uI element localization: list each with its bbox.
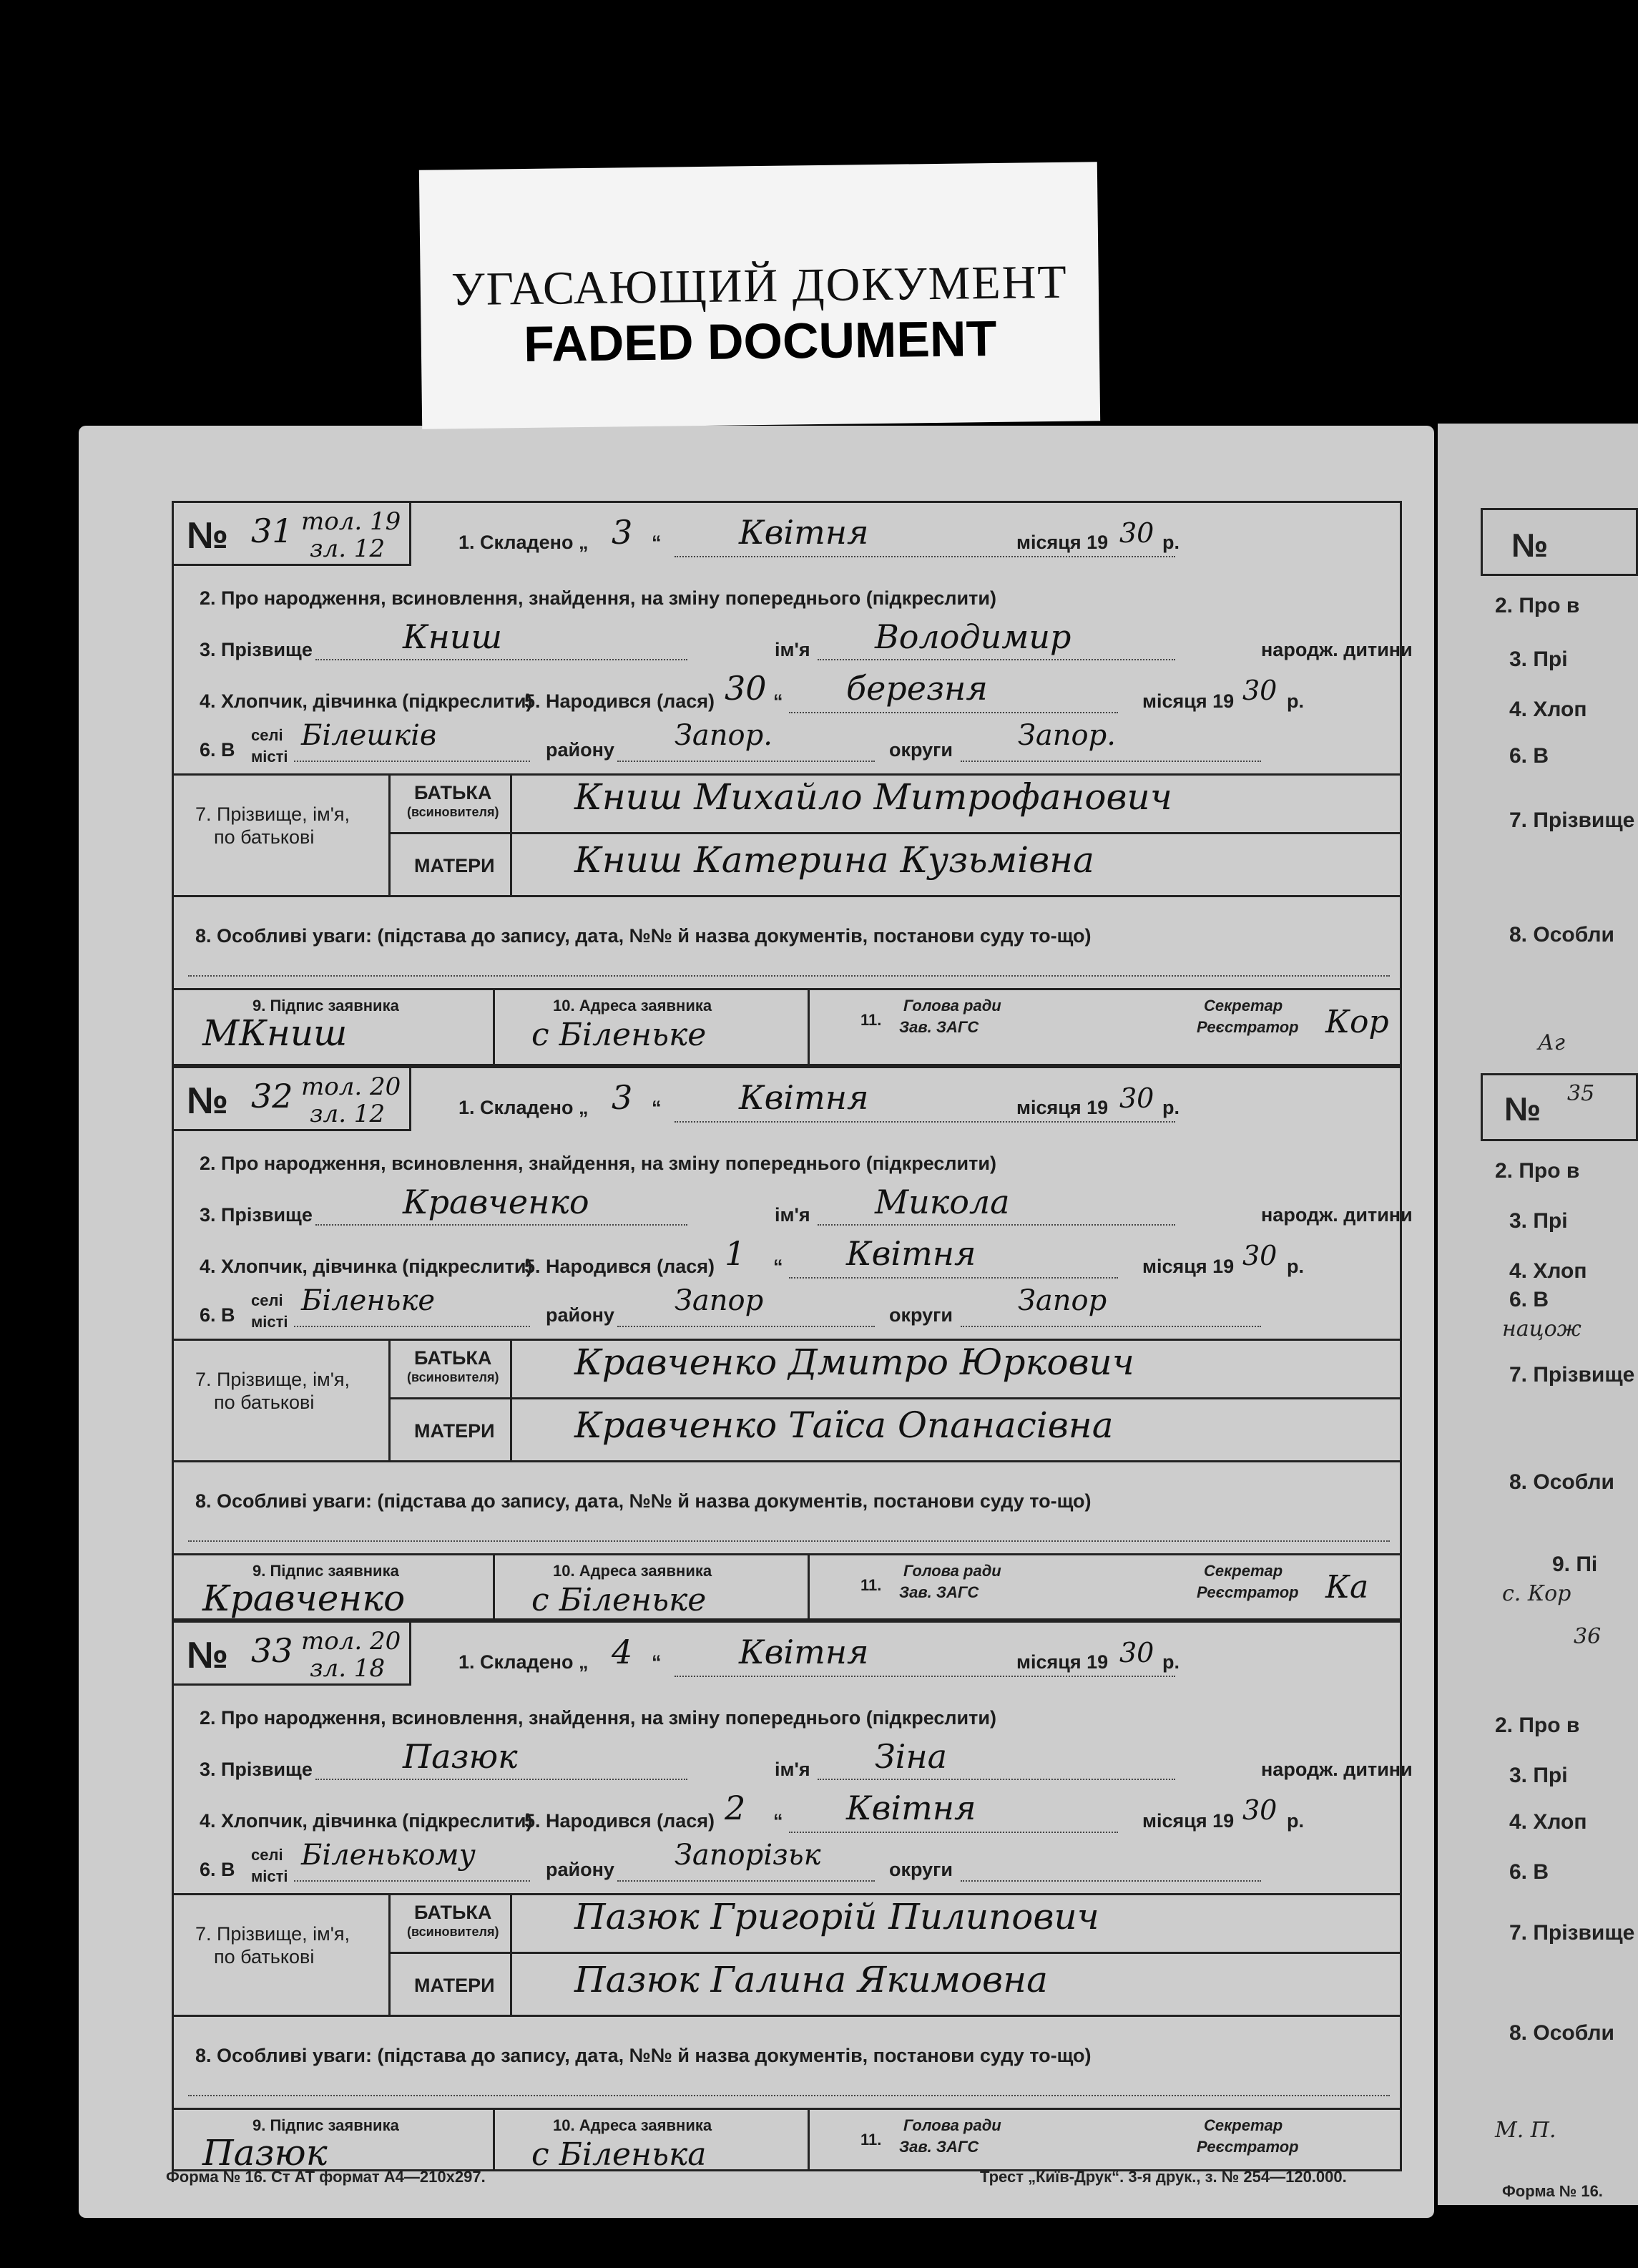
q1-month-label: місяця 19 xyxy=(1016,1651,1109,1673)
notes-line xyxy=(188,975,1390,977)
birth-month-line xyxy=(789,712,1118,713)
q3-end-label: народж. дитини xyxy=(1261,1204,1413,1226)
q1-quote: “ xyxy=(652,1651,662,1673)
mother-name: Книш Катерина Кузьмівна xyxy=(574,839,1094,881)
side-q7-c: 7. Прізвище xyxy=(1509,1921,1635,1945)
side-q3: 3. Прі xyxy=(1509,647,1568,671)
q6-village-label: селі xyxy=(251,726,283,744)
side-q9-b: 9. Пі xyxy=(1552,1553,1598,1576)
mother-label: МАТЕРИ xyxy=(414,855,495,876)
faded-label-en: FADED DOCUMENT xyxy=(523,310,997,373)
q5-end-label: р. xyxy=(1287,690,1304,712)
applicant-signature: МКниш xyxy=(202,1012,348,1054)
district-line xyxy=(617,1880,875,1882)
head-label: Голова ради xyxy=(903,997,1001,1015)
record-sheet: зл. 12 xyxy=(310,534,386,563)
q8-label: 8. Особливі уваги: (підстава до запису, дата, №№ й назва документів, постанови суду то-що) xyxy=(195,1490,1092,1512)
parents-divider-2 xyxy=(510,1339,512,1460)
q5-quote: “ xyxy=(773,690,783,712)
record-number-box xyxy=(174,1623,411,1686)
birth-record-1 xyxy=(172,501,1413,1066)
surname-line xyxy=(315,1224,687,1226)
q5-label: 5. Народився (лася) xyxy=(524,690,715,712)
side-q6-c: 6. В xyxy=(1509,1860,1549,1884)
notes-line xyxy=(188,1540,1390,1542)
applicant-address: с Біленьке xyxy=(531,1017,707,1053)
head-label: Голова ради xyxy=(903,2116,1001,2134)
side-number-box-2 xyxy=(1481,1073,1638,1141)
q6-okrug-label: округи xyxy=(889,1304,953,1326)
q7-label: 7. Прізвище, ім'я, xyxy=(195,803,350,825)
okrug-line xyxy=(961,1326,1261,1327)
record-volume: тол. 20 xyxy=(301,1072,401,1101)
footer-divider-1 xyxy=(493,1553,495,1618)
birth-month: Квітня xyxy=(846,1234,976,1273)
birth-day: 1 xyxy=(725,1234,746,1273)
birth-record-3 xyxy=(172,1621,1413,2174)
q5-month-label: місяця 19 xyxy=(1142,1256,1235,1277)
zags-label: Зав. ЗАГС xyxy=(899,2138,979,2156)
footer-divider-2 xyxy=(808,2108,810,2169)
district-line xyxy=(617,1326,875,1327)
q3-name-label: ім'я xyxy=(775,1204,810,1226)
side-q6-b: 6. В xyxy=(1509,1288,1549,1311)
parents-mid-rule xyxy=(388,832,1400,834)
compiled-year: 30 xyxy=(1119,1082,1154,1114)
village: Білешків xyxy=(301,719,437,752)
q4-label: 4. Хлопчик, дівчинка (підкреслити) xyxy=(200,1810,533,1832)
village-line xyxy=(294,1880,530,1882)
q3-label: 3. Прізвище xyxy=(200,1759,313,1780)
given-name: Микола xyxy=(875,1183,1010,1221)
side-num-sign: № xyxy=(1511,527,1549,564)
record-sheet: зл. 12 xyxy=(310,1100,386,1128)
q5-end-label: р. xyxy=(1287,1256,1304,1277)
q9-label: 9. Підпис заявника xyxy=(252,1562,399,1580)
q5-month-label: місяця 19 xyxy=(1142,1810,1235,1832)
applicant-address: с Біленьке xyxy=(531,1582,707,1618)
compiled-month: Квітня xyxy=(739,1633,869,1671)
q3-name-label: ім'я xyxy=(775,1759,810,1780)
registrar-label: Реєстратор xyxy=(1197,1583,1299,1601)
side-q4: 4. Хлоп xyxy=(1509,698,1587,721)
birth-day: 30 xyxy=(725,669,767,708)
record-number: 31 xyxy=(251,512,293,550)
father-sublabel: (всиновителя) xyxy=(407,1925,499,1939)
registrar-signature: Кор xyxy=(1325,1004,1389,1040)
okrug: Запор xyxy=(1018,1284,1107,1317)
side-num-35: 35 xyxy=(1567,1081,1595,1106)
q8-label: 8. Особливі уваги: (підстава до запису, дата, №№ й назва документів, постанови суду то-що) xyxy=(195,925,1092,947)
registrar-label: Реєстратор xyxy=(1197,1018,1299,1036)
q6-okrug-label: округи xyxy=(889,739,953,761)
compiled-month: Квітня xyxy=(739,513,869,552)
footer-divider-2 xyxy=(808,1553,810,1618)
q9-label: 9. Підпис заявника xyxy=(252,2116,399,2134)
district: Запор. xyxy=(675,719,773,752)
q4-label: 4. Хлопчик, дівчинка (підкреслити) xyxy=(200,1256,533,1277)
side-q2: 2. Про в xyxy=(1495,594,1580,617)
footer-rule xyxy=(174,988,1400,990)
registrar-signature: Ка xyxy=(1325,1569,1369,1605)
q10-label: 10. Адреса заявника xyxy=(553,2116,712,2134)
q11-label: 11. xyxy=(860,2131,882,2149)
side-num-36: 36 xyxy=(1574,1624,1602,1649)
q5-label: 5. Народився (лася) xyxy=(524,1256,715,1277)
parents-divider-2 xyxy=(510,1893,512,2015)
side-q2-b: 2. Про в xyxy=(1495,1159,1580,1183)
compiled-day: 3 xyxy=(612,1078,633,1117)
record-sheet: зл. 18 xyxy=(310,1654,386,1683)
number-sign: № xyxy=(187,1080,228,1122)
parents-mid-rule xyxy=(388,1397,1400,1399)
mother-label: МАТЕРИ xyxy=(414,1420,495,1442)
q6-village-label: селі xyxy=(251,1291,283,1309)
surname-line xyxy=(315,1779,687,1780)
parents-divider-1 xyxy=(388,773,391,895)
footer-rule xyxy=(174,2108,1400,2110)
parents-divider-1 xyxy=(388,1893,391,2015)
compiled-month: Квітня xyxy=(739,1078,869,1117)
father-label: БАТЬКА xyxy=(414,1902,492,1923)
village-line xyxy=(294,1326,530,1327)
side-q3-c: 3. Прі xyxy=(1509,1764,1568,1787)
notes-line xyxy=(188,2095,1390,2096)
q5-label: 5. Народився (лася) xyxy=(524,1810,715,1832)
secretary-label: Секретар xyxy=(1204,997,1283,1015)
q6-village-label: селі xyxy=(251,1846,283,1864)
faded-document-label xyxy=(419,162,1100,429)
q11-label: 11. xyxy=(860,1011,882,1029)
head-label: Голова ради xyxy=(903,1562,1001,1580)
birth-month-line xyxy=(789,1277,1118,1279)
q6-town-label: місті xyxy=(251,1313,288,1331)
q11-label: 11. xyxy=(860,1576,882,1594)
q6-district-label: району xyxy=(546,1859,614,1880)
birth-year: 30 xyxy=(1242,1794,1277,1826)
applicant-address: с Біленька xyxy=(531,2136,707,2173)
birth-day: 2 xyxy=(725,1789,746,1827)
q2-label: 2. Про народження, всиновлення, знайдення, на зміну попереднього (підкреслити) xyxy=(200,1153,996,1174)
record-volume: тол. 19 xyxy=(301,507,401,536)
side-number-box xyxy=(1481,508,1638,576)
q7-label-b: по батькові xyxy=(214,1946,315,1968)
q10-label: 10. Адреса заявника xyxy=(553,997,712,1015)
mother-name: Кравченко Таїса Опанасівна xyxy=(574,1404,1114,1446)
q1-year-suffix: р. xyxy=(1162,1097,1180,1118)
father-sublabel: (всиновителя) xyxy=(407,1370,499,1384)
father-name: Пазюк Григорій Пилипович xyxy=(574,1896,1099,1937)
record-number: 33 xyxy=(251,1631,293,1670)
district: Запор xyxy=(675,1284,764,1317)
number-sign: № xyxy=(187,1635,228,1676)
birth-month-line xyxy=(789,1832,1118,1833)
given-name-line xyxy=(818,1224,1175,1226)
compiled-day: 3 xyxy=(612,513,633,552)
q10-label: 10. Адреса заявника xyxy=(553,1562,712,1580)
record-volume: тол. 20 xyxy=(301,1627,401,1656)
footer-divider-1 xyxy=(493,2108,495,2169)
parents-top-rule xyxy=(174,1893,1400,1895)
surname-line xyxy=(315,659,687,660)
q1-label: 1. Складено „ xyxy=(458,1651,589,1673)
village-line xyxy=(294,761,530,762)
parents-divider-2 xyxy=(510,773,512,895)
q1-label: 1. Складено „ xyxy=(458,1097,589,1118)
side-sig-2: с. Кор xyxy=(1502,1581,1571,1606)
side-q7-b: 7. Прізвище xyxy=(1509,1363,1635,1387)
birth-year: 30 xyxy=(1242,1240,1277,1271)
compiled-month-line xyxy=(675,556,1175,557)
mother-name: Пазюк Галина Якимовна xyxy=(574,1959,1048,2000)
birth-month: березня xyxy=(846,669,988,708)
footer-divider-1 xyxy=(493,988,495,1064)
parents-mid-rule xyxy=(388,1952,1400,1954)
side-q4-c: 4. Хлоп xyxy=(1509,1810,1587,1834)
secretary-label: Секретар xyxy=(1204,1562,1283,1580)
parents-top-rule xyxy=(174,773,1400,776)
q5-quote: “ xyxy=(773,1810,783,1832)
village: Біленьке xyxy=(301,1284,436,1317)
side-q8: 8. Особли xyxy=(1509,923,1614,947)
q6-town-label: місті xyxy=(251,1867,288,1885)
birth-month: Квітня xyxy=(846,1789,976,1827)
father-name: Кравченко Дмитро Юркович xyxy=(574,1341,1134,1383)
surname: Пазюк xyxy=(403,1737,518,1776)
applicant-signature: Кравченко xyxy=(202,1578,406,1619)
q6-label: 6. В xyxy=(200,1304,235,1326)
q6-okrug-label: округи xyxy=(889,1859,953,1880)
district-line xyxy=(617,761,875,762)
father-sublabel: (всиновителя) xyxy=(407,805,499,819)
q7-label-b: по батькові xyxy=(214,1392,315,1413)
village: Біленькому xyxy=(301,1839,476,1872)
compiled-year: 30 xyxy=(1119,517,1154,549)
birth-year: 30 xyxy=(1242,675,1277,706)
q4-label: 4. Хлопчик, дівчинка (підкреслити) xyxy=(200,690,533,712)
q2-label: 2. Про народження, всиновлення, знайдення, на зміну попереднього (підкреслити) xyxy=(200,1707,996,1729)
q7-label-b: по батькові xyxy=(214,826,315,848)
compiled-year: 30 xyxy=(1119,1637,1154,1668)
q1-quote: “ xyxy=(652,1097,662,1118)
q6-label: 6. В xyxy=(200,739,235,761)
compiled-month-line xyxy=(675,1676,1175,1677)
side-q8-b: 8. Особли xyxy=(1509,1470,1614,1494)
side-sig-1: Аг xyxy=(1538,1030,1565,1055)
record-number-box xyxy=(174,1068,411,1131)
q3-end-label: народж. дитини xyxy=(1261,1759,1413,1780)
q8-label: 8. Особливі уваги: (підстава до запису, дата, №№ й назва документів, постанови суду то-що) xyxy=(195,2045,1092,2066)
parents-bottom-rule xyxy=(174,895,1400,897)
q7-label: 7. Прізвище, ім'я, xyxy=(195,1369,350,1390)
side-q6: 6. В xyxy=(1509,744,1549,768)
okrug: Запор. xyxy=(1018,719,1116,752)
side-num-sign-2: № xyxy=(1504,1090,1541,1128)
q7-label: 7. Прізвище, ім'я, xyxy=(195,1923,350,1945)
faded-label-ru: УГАСАЮЩИЙ ДОКУМЕНТ xyxy=(451,255,1069,316)
side-q3-b: 3. Прі xyxy=(1509,1209,1568,1233)
side-sig-3: М. П. xyxy=(1495,2118,1556,2143)
parents-bottom-rule xyxy=(174,2015,1400,2017)
footer-rule xyxy=(174,1553,1400,1555)
birth-record-2 xyxy=(172,1066,1413,1621)
side-note: нацож xyxy=(1502,1316,1581,1341)
parents-divider-1 xyxy=(388,1339,391,1460)
parents-bottom-rule xyxy=(174,1460,1400,1462)
q5-quote: “ xyxy=(773,1256,783,1277)
given-name: Зіна xyxy=(875,1737,948,1776)
form-footer-right: Трест „Київ-Друк“. 3-я друк., з. № 254—120.000. xyxy=(980,2168,1347,2186)
given-name-line xyxy=(818,659,1175,660)
q3-name-label: ім'я xyxy=(775,639,810,660)
district: Запорізьк xyxy=(675,1839,821,1872)
side-footer: Форма № 16. xyxy=(1502,2182,1603,2200)
q3-label: 3. Прізвище xyxy=(200,639,313,660)
father-label: БАТЬКА xyxy=(414,782,492,803)
q1-label: 1. Складено „ xyxy=(458,532,589,553)
q6-town-label: місті xyxy=(251,748,288,766)
q3-end-label: народж. дитини xyxy=(1261,639,1413,660)
number-sign: № xyxy=(187,515,228,557)
footer-divider-2 xyxy=(808,988,810,1064)
surname: Книш xyxy=(403,617,503,656)
q6-label: 6. В xyxy=(200,1859,235,1880)
applicant-signature: Пазюк xyxy=(202,2132,328,2174)
q3-label: 3. Прізвище xyxy=(200,1204,313,1226)
q1-month-label: місяця 19 xyxy=(1016,532,1109,553)
q6-district-label: району xyxy=(546,739,614,761)
father-label: БАТЬКА xyxy=(414,1347,492,1369)
parents-top-rule xyxy=(174,1339,1400,1341)
side-q7: 7. Прізвище xyxy=(1509,808,1635,832)
compiled-day: 4 xyxy=(612,1633,633,1671)
secretary-label: Секретар xyxy=(1204,2116,1283,2134)
zags-label: Зав. ЗАГС xyxy=(899,1583,979,1601)
zags-label: Зав. ЗАГС xyxy=(899,1018,979,1036)
record-number-box xyxy=(174,503,411,566)
registrar-label: Реєстратор xyxy=(1197,2138,1299,2156)
okrug-line xyxy=(961,761,1261,762)
side-q4-b: 4. Хлоп xyxy=(1509,1259,1587,1283)
surname: Кравченко xyxy=(403,1183,589,1221)
side-q8-c: 8. Особли xyxy=(1509,2021,1614,2045)
q1-year-suffix: р. xyxy=(1162,532,1180,553)
compiled-month-line xyxy=(675,1121,1175,1123)
form-footer-left: Форма № 16. Ст АТ формат А4—210х297. xyxy=(166,2168,486,2186)
okrug-line xyxy=(961,1880,1261,1882)
q1-quote: “ xyxy=(652,532,662,553)
father-name: Книш Михайло Митрофанович xyxy=(574,776,1172,818)
q9-label: 9. Підпис заявника xyxy=(252,997,399,1015)
q5-end-label: р. xyxy=(1287,1810,1304,1832)
q2-label: 2. Про народження, всиновлення, знайдення, на зміну попереднього (підкреслити) xyxy=(200,587,996,609)
record-number: 32 xyxy=(251,1077,293,1115)
mother-label: МАТЕРИ xyxy=(414,1975,495,1996)
given-name: Володимир xyxy=(875,617,1071,656)
side-q2-c: 2. Про в xyxy=(1495,1714,1580,1737)
q1-month-label: місяця 19 xyxy=(1016,1097,1109,1118)
q6-district-label: району xyxy=(546,1304,614,1326)
q1-year-suffix: р. xyxy=(1162,1651,1180,1673)
q5-month-label: місяця 19 xyxy=(1142,690,1235,712)
given-name-line xyxy=(818,1779,1175,1780)
